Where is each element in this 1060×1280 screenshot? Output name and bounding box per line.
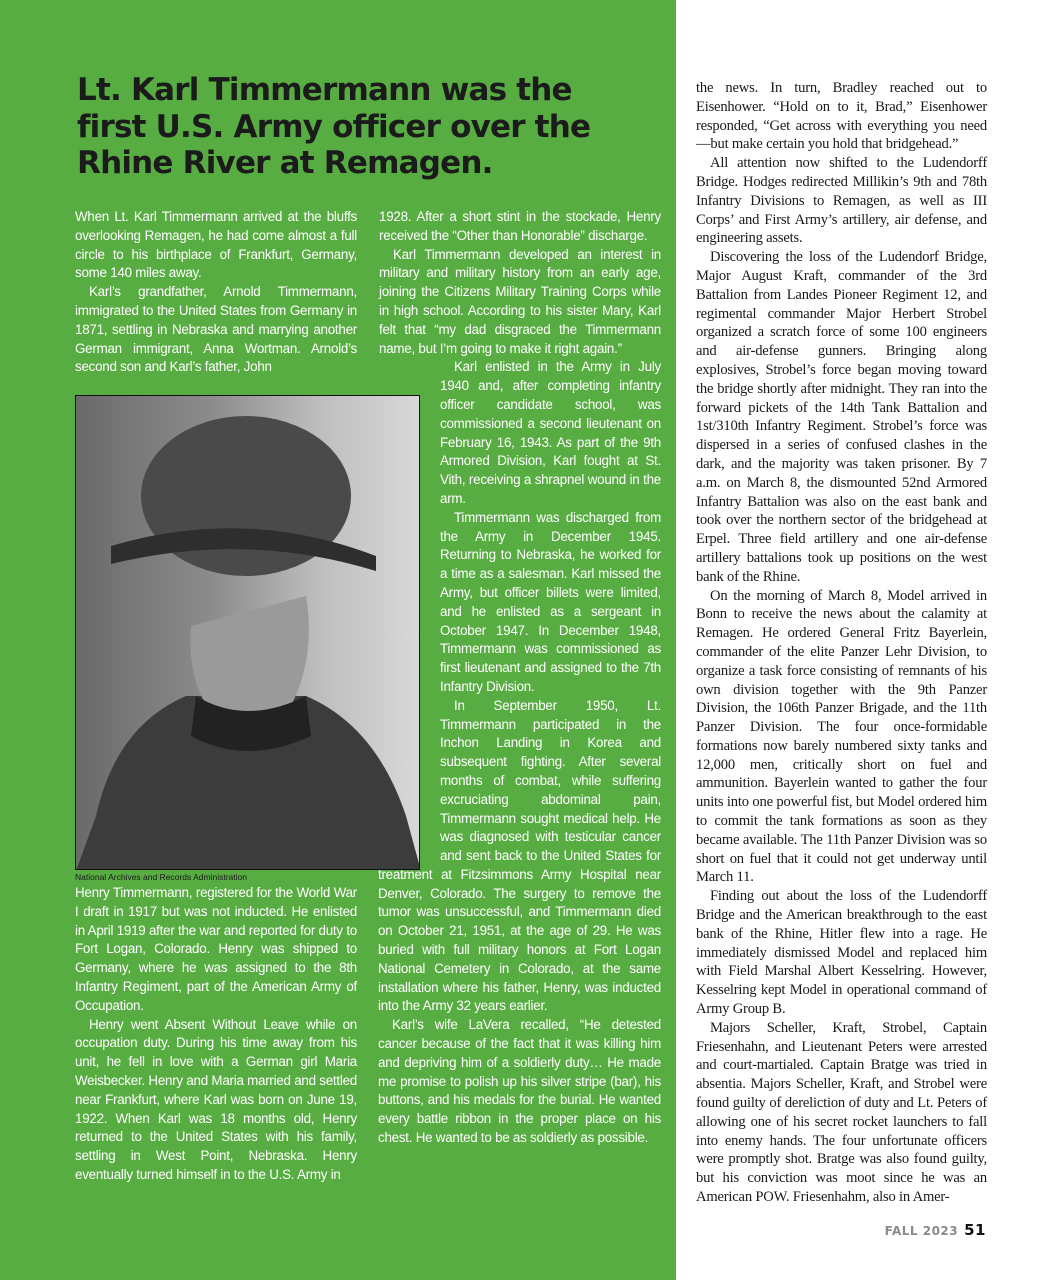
page-number: 51 <box>964 1221 986 1239</box>
column-1-bottom <box>75 884 357 1185</box>
column-1-top <box>75 208 357 377</box>
column-3 <box>696 79 987 1207</box>
paragraph: All attention now shifted to the Ludendorff Bridge. Hodges redirected Millikin’s 9th and 78th Infantry Divisions to Remagen, as well as III Corps’ and First Army’s artillery, air defense, and engineering assets. <box>696 155 987 247</box>
paragraph: Discovering the loss of the Ludendorf Bridge, Major August Kraft, commander of the 3rd Battalion from Landes Pioneer Regiment 12, and regimental commander Major Herbert Strobel organized a scratch force of some 100 engineers and air-defense gunners. Bringing along explosives, Strobel’s force began moving toward the bridge shortly after midnight. They ran into the forward pickets of the 14th Tank Battalion and 1st/310th Infantry Regiment. Strobel’s force was dispersed in a series of confused clashes in the dark, and the majority was taken prisoner. By 7 a.m. on March 8, the dismounted 52nd Armored Infantry Battalion was also on the east bank and took over the northern sector of the bridgehead at Erpel. Three field artillery and one air-defense artillery battalions took up positions on the west bank of the Rhine. <box>696 249 987 585</box>
issue-label: FALL 2023 <box>884 1224 959 1238</box>
paragraph: Karl’s grandfather, Arnold Timmermann, immigrated to the United States from Germany in 1871, settling in Nebraska and marrying another German immigrant, Anna Wortman. Arnold’s second son and Karl’s father, John <box>75 284 357 375</box>
paragraph: Finding out about the loss of the Ludendorff Bridge and the American breakthrough to the east bank of the Rhine, Hitler flew into a rage. He immediately dismissed Model and replaced him with Field Marshal Albert Kesselring. However, Kesselring kept Model in operational command of Army Group B. <box>696 888 987 1018</box>
paragraph: Karl enlisted in the Army in July 1940 and, after completing infantry officer candidate school, was commissioned a second lieutenant on February 16, 1943. As part of the 9th Armored Division, Karl fought at St. Vith, receiving a shrapnel wound in the arm. <box>440 359 661 506</box>
paragraph: Henry Timmermann, registered for the World War I draft in 1917 but was not inducted. He enlisted in April 1919 after the war and reported for duty to Fort Logan, Colorado. Henry was shipped to Germany, where he was assigned to the 8th Infantry Regiment, part of the American Army of Occupation. <box>75 885 357 1013</box>
paragraph: Majors Scheller, Kraft, Strobel, Captain Friesenhahn, and Lieutenant Peters were arrested and court-martialed. Captain Bratge was tried in absentia. Majors Scheller, Kraft, and Strobel were found guilty of dereliction of duty and Lt. Peters of allowing one of his secret rocket launchers to fall into enemy hands. The four unfortunate officers were promptly shot. Bratge was also found guilty, but his conviction was moot since he was an American POW. Friesenhahm, also in Amer- <box>696 1019 987 1206</box>
paragraph: Timmermann was discharged from the Army in December 1945. Returning to Nebraska, he worked for a time as a salesman. Karl missed the Army, but officer billets were limited, and he enlisted as a sergeant in October 1947. In December 1948, Timmermann was commissioned as first lieutenant and assigned to the 7th Infantry Division. <box>440 509 661 694</box>
photo-credit: National Archives and Records Administration <box>75 872 247 882</box>
paragraph: 1928. After a short stint in the stockade, Henry received the “Other than Honorable” discharge. <box>379 209 661 243</box>
column-2 <box>378 208 661 1148</box>
page-footer <box>885 1221 986 1239</box>
soldier-silhouette-icon <box>76 396 420 870</box>
paragraph: In September 1950, Lt. Timmermann participated in the Inchon Landing in Korea and subsequent fighting. After several months of combat, while suffering excruciating abdominal pain, Timmermann sought medical help. He was diagnosed with testicular cancer and sent back to the United States for treatment at Fitzsimmons Army Hospital near Denver, Colorado. The surgery to remove the tumor was unsuccessful, and Timmermann died on October 21, 1951, at the age of 29. He was buried with full military honors at Fort Logan National Cemetery in Colorado, at the same installation where his father, Henry, was inducted into the Army 32 years earlier. <box>378 697 661 1014</box>
soldier-portrait-photo <box>75 395 420 870</box>
paragraph: On the morning of March 8, Model arrived in Bonn to receive the news about the calamity at Remagen. He ordered General Fritz Bayerlein, commander of the elite Panzer Lehr Division, to organize a task force consisting of remnants of his own division together with the 9th Panzer Division, the 106th Panzer Brigade, and the 11th Panzer Division. The four once-formidable formations now barely numbered sixty tanks and 12,000 men, critically short on fuel and ammunition. Bayerlein wanted to gather the four units into one powerful fist, but Model ordered him to commit the tank formations as soon as they became available. The 11th Panzer Division was so short on fuel that it could not get underway until March 11. <box>696 587 987 886</box>
paragraph: Karl Timmermann developed an interest in military and military history from an early age, joining the Citizens Military Training Corps while in high school. According to his sister Mary, Karl felt that “my dad disgraced the Timmermann name, but I’m going to make it right again.” <box>379 246 661 356</box>
paragraph: Karl’s wife LaVera recalled, “He detested cancer because of the fact that it was killing him and depriving him of a soldierly duty… He made me promise to polish up his silver stripe (bar), his buttons, and his medals for the burial. He wanted every battle ribbon in the proper place on his chest. He wanted to be as soldierly as possible. <box>378 1017 661 1146</box>
paragraph: When Lt. Karl Timmermann arrived at the bluffs overlooking Remagen, he had come almost a full circle to his birthplace of Frankfurt, Germany, some 140 miles away. <box>75 209 357 281</box>
paragraph: Henry went Absent Without Leave while on occupation duty. During his time away from his unit, he fell in love with a German girl Maria Weisbecker. Henry and Maria married and settled near Frankfurt, where Karl was born on June 19, 1922. When Karl was 18 months old, Henry returned to the United States with his family, settling in West Point, Nebraska. Henry eventually turned himself in to the U.S. Army in <box>75 1016 357 1182</box>
article-title: Lt. Karl Timmermann was the first U.S. Army officer over the Rhine River at Remagen. <box>77 72 591 181</box>
paragraph: the news. In turn, Bradley reached out to Eisenhower. “Hold on to it, Brad,” Eisenhower responded, “Get across with everything you need —but make certain you hold that bridgehead.” <box>696 80 987 153</box>
